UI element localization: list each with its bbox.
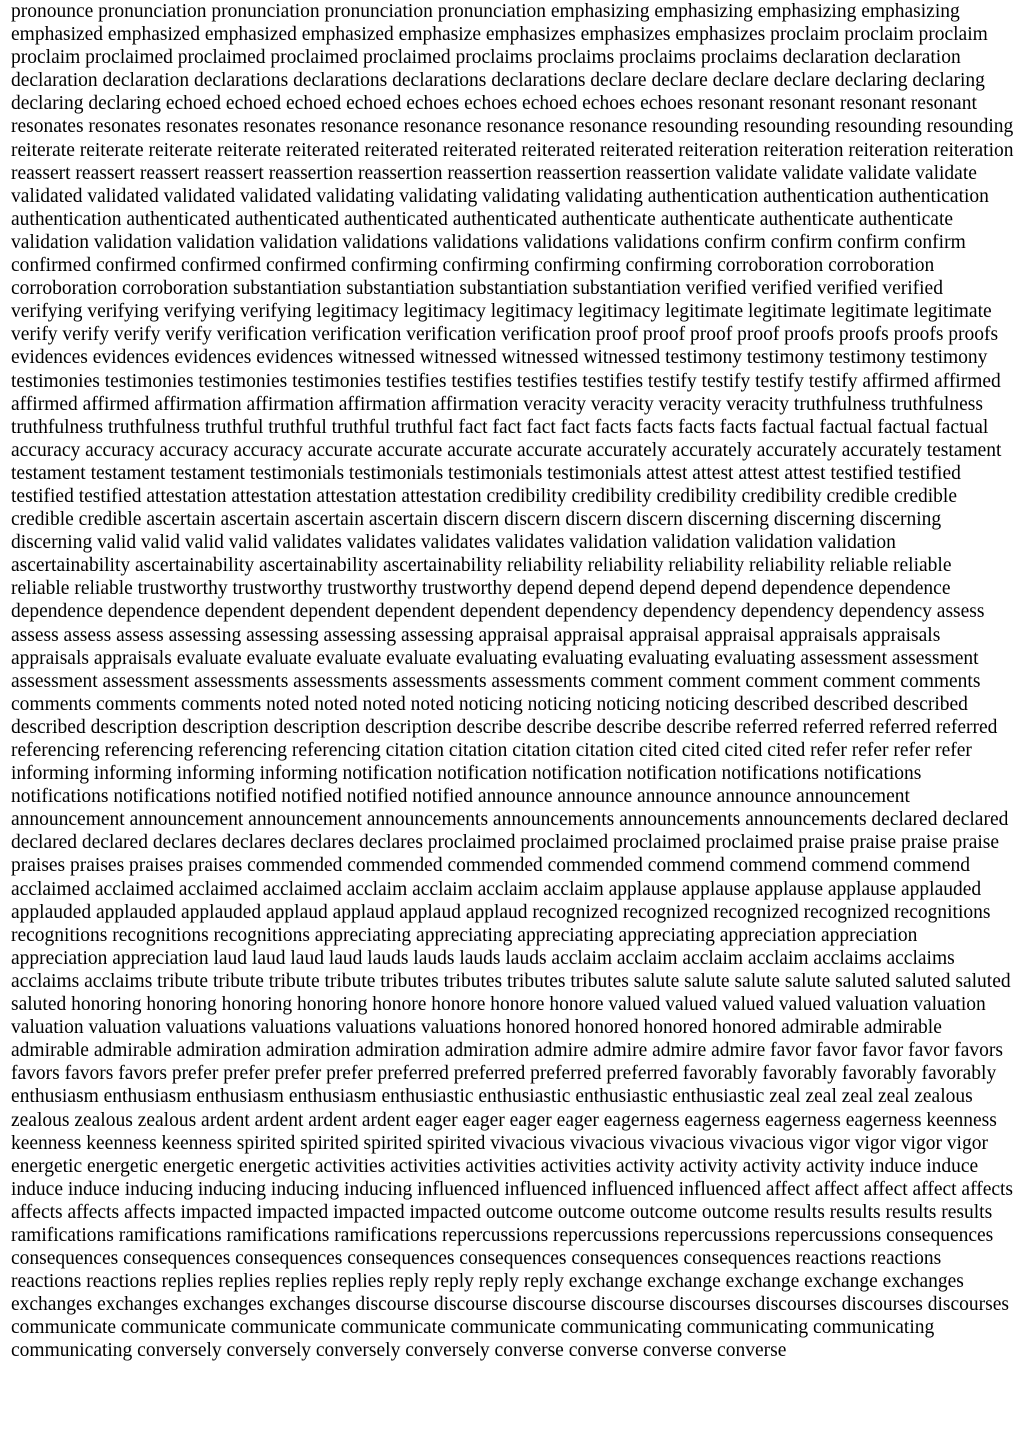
body-text: pronounce pronunciation pronunciation pronunciation pronunciation emphasizing emphasizing emphasizing emphasizing emphasized emphasized emphasized emphasized emphasize emphasizes emphasizes emphasizes proclaim proclaim proclaim proclaim proclaimed proclaimed proclaimed proclaimed proclaims proclaims proclaims proclaims declaration declaration declaration declaration declarations declarations declarations declarations declare declare declare declare declaring declaring declaring declaring echoed echoed echoed echoed echoes echoes echoed echoes echoes resonant resonant resonant resonant resonates resonates resonates resonates resonance resonance resonance resonance resounding resounding resounding resounding reiterate reiterate reiterate reiterate reiterated reiterated reiterated reiterated reiterated reiteration reiteration reiteration reiteration reassert reassert reassert reassert reassertion reassertion reassertion reassertion reassertion validate validate validate validate validated validated validated validated validating validating validating validating authentication authentication authentication authentication authenticated authenticated authenticated authenticated authenticate authenticate authenticate authenticate validation validation validation validation validations validations validations validations confirm confirm confirm confirm confirmed confirmed confirmed confirmed confirming confirming confirming confirming corroboration corroboration corroboration corroboration substantiation substantiation substantiation substantiation verified verified verified verified verifying verifying verifying verifying legitimacy legitimacy legitimacy legitimacy legitimate legitimate legitimate legitimate verify verify verify verify verification verification verification verification proof proof proof proof proofs proofs proofs proofs evidences evidences evidences evidences witnessed witnessed witnessed witnessed testimony testimony testimony testimony testimonies testimonies testimonies testimonies testifies testifies testifies testifies testify testify testify testify affirmed affirmed affirmed affirmed affirmation affirmation affirmation affirmation veracity veracity veracity veracity truthfulness truthfulness truthfulness truthfulness truthful truthful truthful truthful fact fact fact fact facts facts facts facts factual factual factual factual accuracy accuracy accuracy accuracy accurate accurate accurate accurate accurately accurately accurately accurately testament testament testament testament testimonials testimonials testimonials testimonials attest attest attest attest testified testified testified testified attestation attestation attestation attestation credibility credibility credibility credibility credible credible credible credible ascertain ascertain ascertain ascertain discern discern discern discern discerning discerning discerning discerning valid valid valid valid validates validates validates validates validation validation validation validation ascertainability ascertainability ascertainability ascertainability reliability reliability reliability reliability reliable reliable reliable reliable trustworthy trustworthy trustworthy trustworthy depend depend depend depend dependence dependence dependence dependence dependent dependent dependent dependent dependency dependency dependency dependency assess assess assess assess assessing assessing assessing assessing appraisal appraisal appraisal appraisal appraisals appraisals appraisals appraisals evaluate evaluate evaluate evaluate evaluating evaluating evaluating evaluating assessment assessment assessment assessment assessments assessments assessments assessments comment comment comment comment comments comments comments comments noted noted noted noted noticing noticing noticing noticing described described described described description description description description describe describe describe describe referred referred referred referred referencing referencing referencing referencing citation citation citation citation cited cited cited cited refer refer refer refer informing informing informing informing notification notification notification notification notifications notifications notifications notifications notified notified notified notified announce announce announce announce announcement announcement announcement announcement announcements announcements announcements announcements declared declared declared declared declares declares declares declares proclaimed proclaimed proclaimed proclaimed praise praise praise praise praises praises praises praises commended commended commended commended commend commend commend commend acclaimed acclaimed acclaimed acclaimed acclaim acclaim acclaim acclaim applause applause applause applause applauded applauded applauded applauded applaud applaud applaud applaud recognized recognized recognized recognized recognitions recognitions recognitions recognitions appreciating appreciating appreciating appreciating appreciation appreciation appreciation appreciation laud laud laud laud lauds lauds lauds lauds acclaim acclaim acclaim acclaim acclaims acclaims acclaims acclaims tribute tribute tribute tribute tributes tributes tributes tributes salute salute salute salute saluted saluted saluted saluted honoring honoring honoring honoring honore honore honore honore valued valued valued valued valuation valuation valuation valuation valuations valuations valuations valuations honored honored honored honored admirable admirable admirable admirable admiration admiration admiration admiration admire admire admire admire favor favor favor favor favors favors favors favors prefer prefer prefer prefer preferred preferred preferred preferred favorably favorably favorably favorably enthusiasm enthusiasm enthusiasm enthusiasm enthusiastic enthusiastic enthusiastic enthusiastic zeal zeal zeal zeal zealous zealous zealous zealous ardent ardent ardent ardent eager eager eager eager eagerness eagerness eagerness eagerness keenness keenness keenness keenness spirited spirited spirited spirited vivacious vivacious vivacious vivacious vigor vigor vigor vigor energetic energetic energetic energetic activities activities activities activities activity activity activity activity induce induce induce induce inducing inducing inducing inducing influenced influenced influenced influenced affect affect affect affect affects affects affects affects impacted impacted impacted impacted outcome outcome outcome outcome results results results results ramifications ramifications ramifications ramifications repercussions repercussions repercussions repercussions consequences consequences consequences consequences consequences consequences consequences consequences reactions reactions reactions reactions replies replies replies replies reply reply reply reply exchange exchange exchange exchange exchanges exchanges exchanges exchanges exchanges discourse discourse discourse discourse discourses discourses discourses discourses communicate communicate communicate communicate communicate communicating communicating communicating communicating conversely conversely conversely conversely converse converse converse converse bbox=[11, 1, 1014, 1362]
